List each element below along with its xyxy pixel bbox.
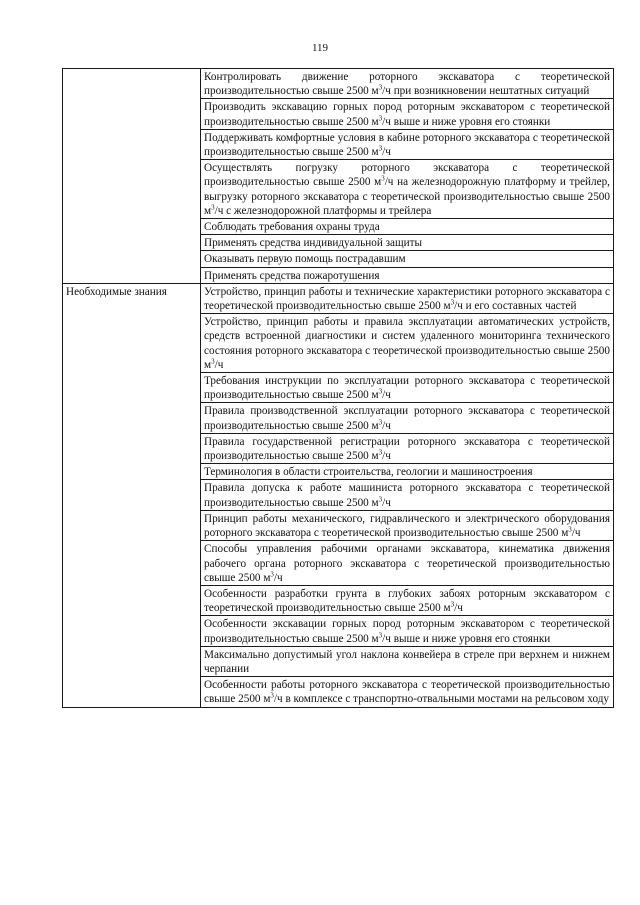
requirement-cell xyxy=(201,433,614,463)
table-row xyxy=(63,283,614,313)
text-run: Применять средства индивидуальной защиты xyxy=(204,237,423,250)
text-run: /ч выше и ниже уровня его стоянки xyxy=(382,632,551,645)
superscript: 3 xyxy=(450,600,455,609)
superscript: 3 xyxy=(568,525,572,534)
text-run: Применять средства пожаротушения xyxy=(204,269,380,282)
text-run: Особенности разработки грунта в глубоких забоях роторным экскаватором с теоретической производительностью свыше 2500 м xyxy=(204,587,610,615)
requirement-cell xyxy=(201,219,614,235)
requirement-cell xyxy=(201,616,614,646)
category-cell: Необходимые знания xyxy=(63,283,201,707)
text-run: /ч выше и ниже уровня его стоянки xyxy=(382,115,551,128)
text-run: /ч в комплексе с транспортно-отвальными мостами на рельсовом ходу xyxy=(273,693,610,706)
requirement-cell xyxy=(201,677,614,707)
text-run: Правила государственной регистрации роторного экскаватора с теоретической производительностью свыше 2500 м xyxy=(204,435,610,463)
superscript: 3 xyxy=(450,298,455,307)
text-run: Поддерживать комфортные условия в кабине роторного экскаватора с теоретической производительностью свыше 2500 м xyxy=(204,131,610,159)
text-run: Устройство, принцип работы и правила эксплуатации автоматических устройств, средств встроенной диагностики и систем удаленного мониторинга технического состояния роторного экскаватора с теоретической производительностью свыше 2500 м xyxy=(204,316,610,371)
text-run: Способы управления рабочими органами экскаватора, кинематика движения рабочего органа роторного экскаватора с теоретической производительностью свыше 2500 м xyxy=(204,543,610,584)
superscript: 3 xyxy=(270,569,274,578)
superscript: 3 xyxy=(211,203,215,212)
requirement-cell xyxy=(201,373,614,403)
text-run: /ч xyxy=(214,358,224,371)
requirement-cell xyxy=(201,464,614,480)
superscript: 3 xyxy=(378,83,383,92)
superscript: 3 xyxy=(378,144,383,153)
text-run: Соблюдать требования охраны труда xyxy=(204,221,380,234)
requirement-cell xyxy=(201,510,614,540)
page-number: 119 xyxy=(311,42,329,54)
category-cell xyxy=(63,69,201,284)
superscript: 3 xyxy=(378,417,383,426)
text-run: /ч xyxy=(571,527,581,540)
text-run: /ч и его составных частей xyxy=(454,300,577,313)
text-run: /ч xyxy=(382,496,391,509)
requirement-cell xyxy=(201,314,614,373)
text-run: Правила допуска к работе машиниста роторного экскаватора с теоретической производительностью свыше 2500 м xyxy=(204,482,610,509)
table-row xyxy=(63,69,614,99)
requirement-cell xyxy=(201,541,614,586)
superscript: 3 xyxy=(270,691,274,700)
requirement-cell xyxy=(201,99,614,129)
text-run: /ч xyxy=(454,602,463,615)
superscript: 3 xyxy=(378,387,383,396)
requirement-cell xyxy=(201,283,614,313)
text-run: Осуществлять погрузку роторного экскаватора с теоретической производительностью свыше 2500 м xyxy=(204,162,610,189)
requirement-cell xyxy=(201,69,614,99)
superscript: 3 xyxy=(211,357,215,366)
text-run: Устройство, принцип работы и технические характеристики роторного экскаватора с теоретической производительностью свыше 2500 м xyxy=(204,285,610,313)
requirements-table-body xyxy=(63,69,614,708)
requirements-table xyxy=(62,68,614,708)
requirement-cell xyxy=(201,235,614,251)
text-run: Правила производственной эксплуатации роторного экскаватора с теоретической производительностью свыше 2500 м xyxy=(204,405,610,432)
requirement-cell xyxy=(201,403,614,433)
requirement-cell xyxy=(201,267,614,283)
superscript: 3 xyxy=(378,494,383,503)
text-run: Контролировать движение роторного экскаватора с теоретической производительностью свыше 2500 м xyxy=(204,71,610,98)
text-run: Требования инструкции по эксплуатации роторного экскаватора с теоретической производительностью свыше 2500 м xyxy=(204,375,610,402)
text-run: /ч xyxy=(382,389,391,402)
requirement-cell xyxy=(201,129,614,159)
text-run: Особенности работы роторного экскаватора с теоретической производительностью свыше 2500 м xyxy=(204,679,610,706)
requirement-cell xyxy=(201,646,614,676)
text-run: /ч на железнодорожную платформу и трейлер, выгрузку роторного экскаватора с теоретической производительностью свыше 2500 м xyxy=(204,176,610,217)
text-run: /ч xyxy=(273,571,283,584)
text-run: Особенности экскавации горных пород роторным экскаватором с теоретической производительностью свыше 2500 м xyxy=(204,618,610,645)
text-run: /ч при возникновении нештатных ситуаций xyxy=(382,85,590,98)
superscript: 3 xyxy=(381,174,385,183)
text-run: Оказывать первую помощь пострадавшим xyxy=(204,253,406,266)
superscript: 3 xyxy=(378,630,383,639)
text-run: Принцип работы механического, гидравлического и электрического оборудования роторного экскаватора с теоретической производительностью свыше 2500 м xyxy=(204,512,610,540)
text-run: /ч с железнодорожной платформы и трейлера xyxy=(214,204,432,217)
text-run: Производить экскавацию горных пород роторным экскаватором с теоретической производительностью свыше 2500 м xyxy=(204,101,610,128)
text-run: Терминология в области строительства, геологии и машиностроения xyxy=(204,466,533,479)
requirement-cell xyxy=(201,251,614,267)
superscript: 3 xyxy=(378,448,383,457)
text-run: /ч xyxy=(382,450,391,463)
text-run: /ч xyxy=(382,419,391,432)
text-run: /ч xyxy=(382,146,391,159)
requirement-cell xyxy=(201,480,614,510)
requirement-cell xyxy=(201,585,614,615)
text-run: Максимально допустимый угол наклона конвейера в стреле при верхнем и нижнем черпании xyxy=(204,648,610,675)
superscript: 3 xyxy=(378,113,383,122)
requirement-cell xyxy=(201,160,614,219)
